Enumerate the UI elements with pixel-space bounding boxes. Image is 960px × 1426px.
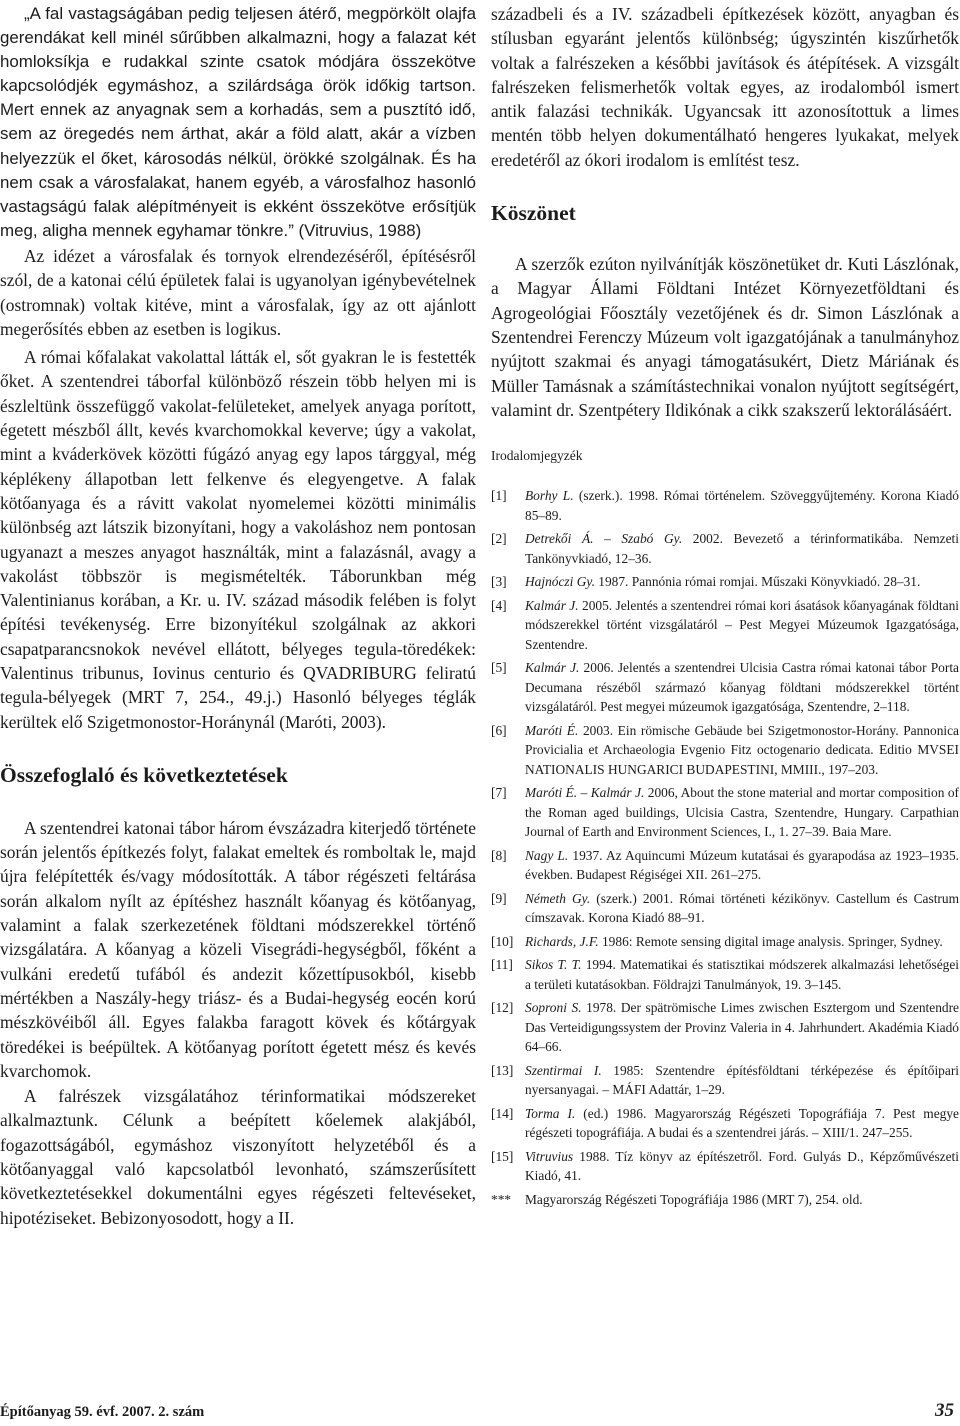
reference-author: Vitruvius — [525, 1148, 574, 1164]
reference-number: *** — [491, 1191, 512, 1207]
reference-author: Sikos T. T. — [525, 957, 582, 973]
reference-author: Detrekői Á. – Szabó Gy. — [525, 531, 683, 547]
reference-author: Németh Gy. — [525, 890, 591, 906]
reference-author: Soproni S. — [525, 1000, 582, 1016]
reference-number: [8] — [491, 847, 507, 863]
reference-number: [12] — [491, 1000, 514, 1016]
reference-text: 1986: Remote sensing digital image analysis. Springer, Sydney. — [598, 933, 943, 949]
reference-number: [13] — [491, 1062, 514, 1078]
section-heading-acknowledgements: Köszönet — [491, 201, 576, 226]
reference-item — [491, 596, 959, 655]
reference-text: 1978. Der spätrömische Limes zwischen Esztergom und Szentendre Das Verteidigungssystem der Provinz Valeria in 4. Jahrhundert. Akadémia Kiadó 64–66. — [525, 1000, 959, 1055]
reference-text: 2006, About the stone material and mortar composition of the Roman aged buildings, Ulcisia Castra, Szentendre, Hungary. Carpathian Journal of Earth and Environment Sciences, I., 1. 27–39. Baia Mare. — [525, 785, 959, 840]
reference-item — [491, 1190, 959, 1210]
reference-author: Borhy L. — [525, 488, 574, 504]
reference-item — [491, 889, 959, 928]
reference-number: [2] — [491, 531, 507, 547]
reference-text: (ed.) 1986. Magyarország Régészeti Topográfiája 7. Pest megye régészeti topográfiája. A budai és a szentendrei járás. – XIII/1. 247–255. — [525, 1105, 959, 1141]
section-heading-summary: Összefoglaló és következtetések — [0, 762, 288, 787]
reference-number: [7] — [491, 785, 507, 801]
reference-number: [3] — [491, 574, 507, 590]
reference-author: Nagy L. — [525, 847, 569, 863]
left-column — [0, 0, 476, 1230]
reference-author: Szentirmai I. — [525, 1062, 602, 1078]
paragraph-continuation: századbeli és a IV. századbeli építkezések között, anyagban és stílusban egyaránt jelentős különbség; úgyszintén kiszűrhetők voltak a falrészeken a későbbi javítások és átépítések. A vizsgált falrészeken felismerhetők voltak egyes, az irodalomból ismert antik falazási technikák. Ugyancsak itt azonosítottuk a limes mentén több helyen dokumentálható hengeres lyukakat, melyek eredetéről az ókori irodalom is említést tesz. — [491, 4, 959, 170]
paragraph-acknowledgements: A szerzők ezúton nyilvánítják köszönetüket dr. Kuti Lászlónak, a Magyar Állami Földtani Intézet Környezetföldtani és Agrogeológiai Főosztály vezetőjének és dr. Simon Lászlónak a Szentendrei Ferenczy Múzeum volt igazgatójának a tanulmányhoz nyújtott szakmai és anyagi támogatásukért, Dietz Máriának és Müller Tamásnak a számítástechnikai vonalon nyújtott segítségért, valamint dr. Szentpétery Ildikónak a cikk szakszerű lektorálásáért. — [491, 254, 959, 420]
reference-author: Hajnóczi Gy. — [525, 574, 595, 590]
page-number: 35 — [935, 1400, 954, 1421]
reference-text: (szerk.). 1998. Római történelem. Szöveggyűjtemény. Korona Kiadó 85–89. — [525, 488, 959, 523]
reference-text: 1985: Szentendre építésföldtani térképezése és építőipari nyersanyagai. – MÁFI Adattár, 1–29. — [525, 1062, 960, 1098]
reference-number: [4] — [491, 597, 507, 613]
reference-text: 2002. Bevezető a térinformatikába. Nemzeti Tankönyvkiadó, 12–36. — [525, 531, 959, 566]
reference-number: [10] — [491, 933, 514, 949]
reference-number: [11] — [491, 957, 513, 973]
reference-item — [491, 1104, 959, 1143]
reference-author: Kalmár J. — [525, 660, 580, 676]
reference-number: [14] — [491, 1105, 514, 1121]
reference-item — [491, 529, 959, 568]
journal-footer: Építőanyag 59. évf. 2007. 2. szám — [0, 1404, 205, 1420]
reference-number: [6] — [491, 722, 507, 738]
reference-text: 1987. Pannónia római romjai. Műszaki Könyvkiadó. 28–31. — [594, 574, 921, 590]
reference-text: 2003. Ein römische Gebäude bei Szigetmonostor-Horány. Pannonica Provicialia et Archaeologia Evgenio Fitz octogenario dedicata. Editio MVSEI NATIONALIS HUNGARICI BUDAPESTINI, MMIII., 197–203. — [525, 722, 959, 777]
reference-item — [491, 1061, 959, 1100]
paragraph-summary-2: A falrészek vizsgálatához térinformatikai módszereket alkalmaztunk. Célunk a beépített kőelemek alakjából, fogazottságából, egymáshoz viszonyított helyzetéből és a kötőanyaggal való kapcsolatból levonható, számszerűsített következtetésekkel dokumentálni egyes régészeti feltevéseket, hipotéziseket. Bebizonyosodott, hogy a II. — [0, 1086, 476, 1228]
paragraph-summary-1: A szentendrei katonai tábor három évszázadra kiterjedő története során jelentős építkezés folyt, falakat emeltek és romboltak le, majd újra felépítették és/vagy módosították. A tábor régészeti feltárása során alkalom nyílt az építéshez használt kőanyag és kötőanyag, valamint a falak szerkezetének földtani módszerekkel történő vizsgálatára. A kőanyag a közeli Visegrádi-hegységből, főként a vulkáni eredetű tufából és andezit kőzettípusokból, kisebb mértékben a Naszály-hegy triász- és a Budai-hegység eocén korú mészkövéiből áll. Egyes falakba faragott kövek és kőtárgyak töredékei is beépültek. A kötőanyag porított égetett mész és kevés kvarchomok. — [0, 817, 476, 1081]
reference-item — [491, 1147, 959, 1186]
reference-text: 1937. Az Aquincumi Múzeum kutatásai és gyarapodása az 1923–1935. években. Budapest Régiségei XII. 261–275. — [525, 847, 959, 883]
reference-item — [491, 572, 959, 592]
right-column — [491, 0, 959, 1213]
reference-text: (szerk.) 2001. Római történeti kézikönyv. Castellum és Castrum címszavak. Korona Kiadó 88–91. — [525, 890, 959, 926]
reference-list — [491, 486, 959, 1209]
reference-item — [491, 721, 959, 780]
reference-number: [1] — [491, 488, 507, 504]
reference-item — [491, 486, 959, 525]
reference-number: [9] — [491, 890, 507, 906]
reference-number: [5] — [491, 660, 507, 676]
paragraph-quote-commentary: Az idézet a városfalak és tornyok elrendezéséről, építésésről szól, de a katonai célú épületek falai is ugyanolyan igénybevételnek (ostromnak) voltak kitéve, mint a városfalak, így az ott ajánlott megerősítés ebben az esetben is logikus. — [0, 245, 476, 339]
reference-text: 1994. Matematikai és statisztikai módszerek alkalmazási lehetőségei a területi kutatásokban. Földrajzi Tanulmányok, 19. 3–145. — [525, 957, 960, 992]
reference-text: 1988. Tíz könyv az építészetről. Ford. Gulyás D., Képzőművészeti Kiadó, 41. — [525, 1148, 959, 1184]
paragraph-plaster: A római kőfalakat vakolattal látták el, sőt gyakran le is festették őket. A szentendrei táborfal különböző részein több helyen mi is észleltünk összefüggő vakolat-felületeket, amelyek anyaga porított, égetett mészből állt, kevés kvarchomokkal keverve; úgy a vakolat, mint a kváderkövek közötti fúgázó anyag egy lapos tárggyal, még képlékeny állapotban lett felkenve és elegyengetve. A falak kötőanyaga és a rávitt vakolat nyomelemei közötti minimális különbség azt látszik bizonyítani, hogy a vakoláshoz nem pontosan ugyanazt a meszes anyagot használták, mint a falazásnál, avagy a vakolást többször is megismételték. Táborunkban még Valentinianus korában, a Kr. u. IV. század második felében is folyt építési tevékenység. Erre bizonyítékul szolgálnak az akkori csapatparancsnokok nevével ellátott, bélyeges tegula-töredékek: Valentinus tribunus, Iovinus centurio és QVADRIBURG feliratú tegula-bélyegek (MRT 7, 254., 49.j.) Hasonló bélyeges téglák kerültek elő Szigetmonostor-Horánynál (Maróti, 2003). — [0, 347, 476, 732]
reference-author: Torma I. — [525, 1105, 576, 1121]
reference-item — [491, 846, 959, 885]
reference-author: Maróti É. – Kalmár J. — [525, 785, 645, 801]
vitruvius-quote: „A fal vastagságában pedig teljesen átérő, megpörkölt olajfa gerendákat kell minél sűrűbben alkalmazni, hogy a falazat két homloksíkja e rudakkal szinte csatok módjára összekötve kapcsolódjék egymáshoz, a szilárdsága örök időkig tartson. Mert ennek az anyagnak sem a korhadás, sem a pusztító idő, sem az öregedés nem árthat, akár a föld alatt, akár a vízben helyezzük el őket, károsodás nélkül, örökké szolgálnak. És ha nem csak a városfalakat, hanem egyéb, a városfalhoz hasonló vastagságú falak alépítményeit is ekként összekötve erősítjük meg, aligha mennek egyhamar tönkre.” (Vitruvius, 1988) — [0, 4, 476, 240]
reference-item — [491, 783, 959, 842]
reference-item — [491, 998, 959, 1057]
reference-author: Richards, J.F. — [525, 933, 599, 949]
reference-text: Magyarország Régészeti Topográfiája 1986 (MRT 7), 254. old. — [525, 1191, 863, 1207]
references-title: Irodalomjegyzék — [491, 448, 583, 464]
reference-text: 2006. Jelentés a szentendrei Ulcisia Castra római katonai tábor Porta Decumana részéből származó kőanyag földtani módszerekkel történt vizsgálatáról. Pest megyei múzeumok igazgatósága, Szentendre, 2–118. — [525, 660, 959, 715]
reference-author: Maróti É. — [525, 722, 579, 738]
reference-item — [491, 955, 959, 994]
reference-item — [491, 658, 959, 717]
reference-author: Kalmár J. — [525, 597, 579, 613]
reference-item — [491, 932, 959, 952]
reference-text: 2005. Jelentés a szentendrei római kori ásatások kőanyagának földtani módszerekkel történt vizsgálatáról – Pest Megyei Múzeumok Igazgatósága, Szentendre. — [525, 597, 959, 652]
reference-number: [15] — [491, 1148, 514, 1164]
